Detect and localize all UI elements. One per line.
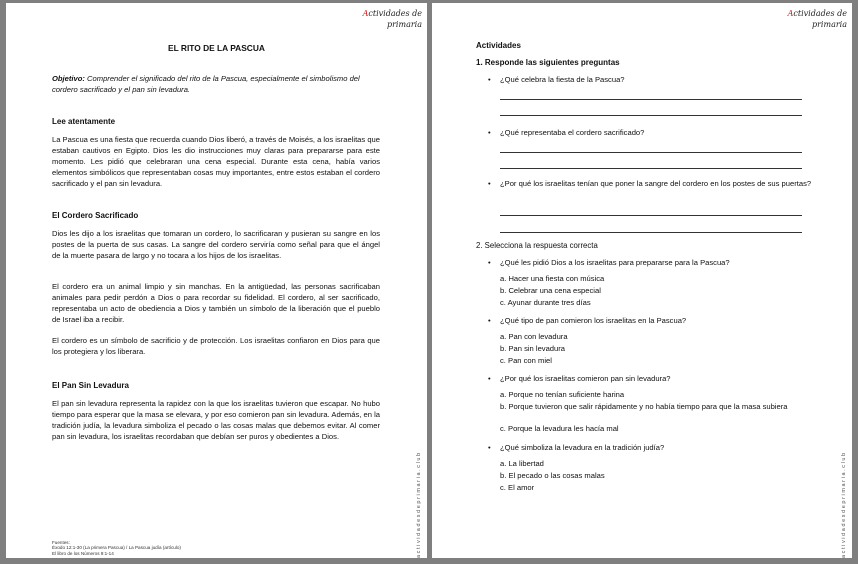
brand-line2: primaria (811, 20, 847, 29)
mc-option[interactable]: a. Pan con levadura (500, 332, 568, 341)
mc-option[interactable]: c. Ayunar durante tres días (500, 298, 591, 307)
answer-line[interactable] (500, 168, 802, 169)
answer-line[interactable] (500, 232, 802, 233)
mc-option[interactable]: a. Porque no tenían suficiente harina (500, 390, 625, 399)
sources-footnote (52, 540, 181, 556)
objective-paragraph (52, 73, 380, 95)
answer-line[interactable] (500, 152, 802, 153)
mc-option[interactable]: c. Pan con miel (500, 356, 552, 365)
bread-paragraph: El pan sin levadura representa la rapidez con la que los israelitas tuvieron que escapar. No hubo tiempo para esperar que la masa se elevara, y por eso comieron pan sin levadura. Además, en la tradición judía, la levadura simboliza el pecado o las cosas malas que debemos evitar. Al comer pan sin levadura, los israelitas recordaban que debían ser puros y obedientes a Dios. (52, 399, 380, 441)
answer-line[interactable] (500, 215, 802, 216)
mc-question: • ¿Qué simboliza la levadura en la tradición judía? (500, 443, 812, 454)
source-line: Éxodo 12:1-30 (La primera Pascua) / La Pascua judía (artículo) (52, 545, 181, 551)
lamb-paragraph-2: El cordero era un animal limpio y sin manchas. En la antigüedad, las personas sacrificaban animales para pedir perdón a Dios o para recordar su fidelidad. El cordero, al ser sacrificado, representaba un acto de obediencia a Dios y también un símbolo de la liberación que el pueblo de Israel iba a recibir. (52, 282, 380, 324)
brand-accent-letter: A (787, 9, 794, 18)
mc-question: • ¿Qué les pidió Dios a los israelitas para prepararse para la Pascua? (500, 258, 812, 269)
part1-heading: 1. Responde las siguientes preguntas (476, 58, 620, 67)
mc-option[interactable]: b. El pecado o las cosas malas (500, 471, 605, 480)
intro-paragraph: La Pascua es una fiesta que recuerda cuando Dios liberó, a través de Moisés, a los israelitas que estaban cautivos en Egipto. Dios les dio instrucciones muy claras para prepararse para este momento. Les pidió que celebraran una cena especial. Durante esta cena, había varios elementos simbólicos que representaban cosas muy importantes, entre estos estaban el cordero sacrificado y el pan sin levadura. (52, 135, 380, 188)
open-question: • ¿Qué celebra la fiesta de la Pascua? (500, 75, 812, 86)
objective-text: Comprender el significado del rito de la Pascua, especialmente el simbolismo del cordero sacrificado y el pan sin levadura. (52, 74, 360, 94)
mc-option[interactable]: a. Hacer una fiesta con música (500, 274, 605, 283)
open-question: • ¿Qué representaba el cordero sacrificado? (500, 128, 812, 139)
brand-line1: ctividades de (368, 9, 422, 18)
brand-line1: ctividades de (793, 9, 847, 18)
part2-heading: 2. Selecciona la respuesta correcta (476, 241, 598, 250)
sources-label: Fuentes: (52, 540, 70, 545)
brand-logo (363, 8, 422, 30)
brand-logo (788, 8, 847, 30)
worksheet-page-reading (6, 3, 427, 558)
mc-option[interactable]: b. Celebrar una cena especial (500, 286, 601, 295)
side-watermark (416, 398, 424, 558)
activities-heading: Actividades (476, 41, 521, 50)
watermark-text: actividadesdeprimaria.club (841, 451, 847, 558)
mc-option[interactable]: b. Porque tuvieron que salir rápidamente y no había tiempo para que la masa subiera (500, 402, 788, 411)
section-heading-bread: El Pan Sin Levadura (52, 381, 129, 390)
source-line: El libro de los Números 9:1-14 (52, 550, 114, 556)
mc-option[interactable]: b. Pan sin levadura (500, 344, 566, 353)
section-heading-read: Lee atentamente (52, 117, 116, 126)
mc-option[interactable]: c. Porque la levadura les hacía mal (500, 424, 619, 433)
lamb-paragraph-1: Dios les dijo a los israelitas que tomaran un cordero, lo sacrificaran y pusieran su sangre en los postes de la puerta de sus casas. La sangre del cordero serviría como señal para que el ángel de la muerte pasara de largo y no tocara a los hijos de los israelitas. (52, 229, 380, 260)
open-question: • ¿Por qué los israelitas tenían que poner la sangre del cordero en los postes de sus puertas? (500, 179, 812, 190)
side-watermark (841, 398, 849, 558)
page-title: EL RITO DE LA PASCUA (168, 43, 265, 53)
mc-option[interactable]: c. El amor (500, 483, 535, 492)
lamb-paragraph-3: El cordero es un símbolo de sacrificio y de protección. Los israelitas confiaron en Dios para que los protegiera y los liberara. (52, 336, 380, 356)
watermark-text: actividadesdeprimaria.club (416, 451, 422, 558)
objective-label: Objetivo: (52, 74, 85, 83)
mc-option[interactable]: a. La libertad (500, 459, 544, 468)
brand-line2: primaria (386, 20, 422, 29)
answer-line[interactable] (500, 115, 802, 116)
brand-accent-letter: A (362, 9, 369, 18)
section-heading-lamb: El Cordero Sacrificado (52, 211, 139, 220)
answer-line[interactable] (500, 99, 802, 100)
worksheet-page-activities (432, 3, 852, 558)
mc-question: • ¿Qué tipo de pan comieron los israelitas en la Pascua? (500, 316, 812, 327)
mc-question: • ¿Por qué los israelitas comieron pan sin levadura? (500, 374, 812, 385)
